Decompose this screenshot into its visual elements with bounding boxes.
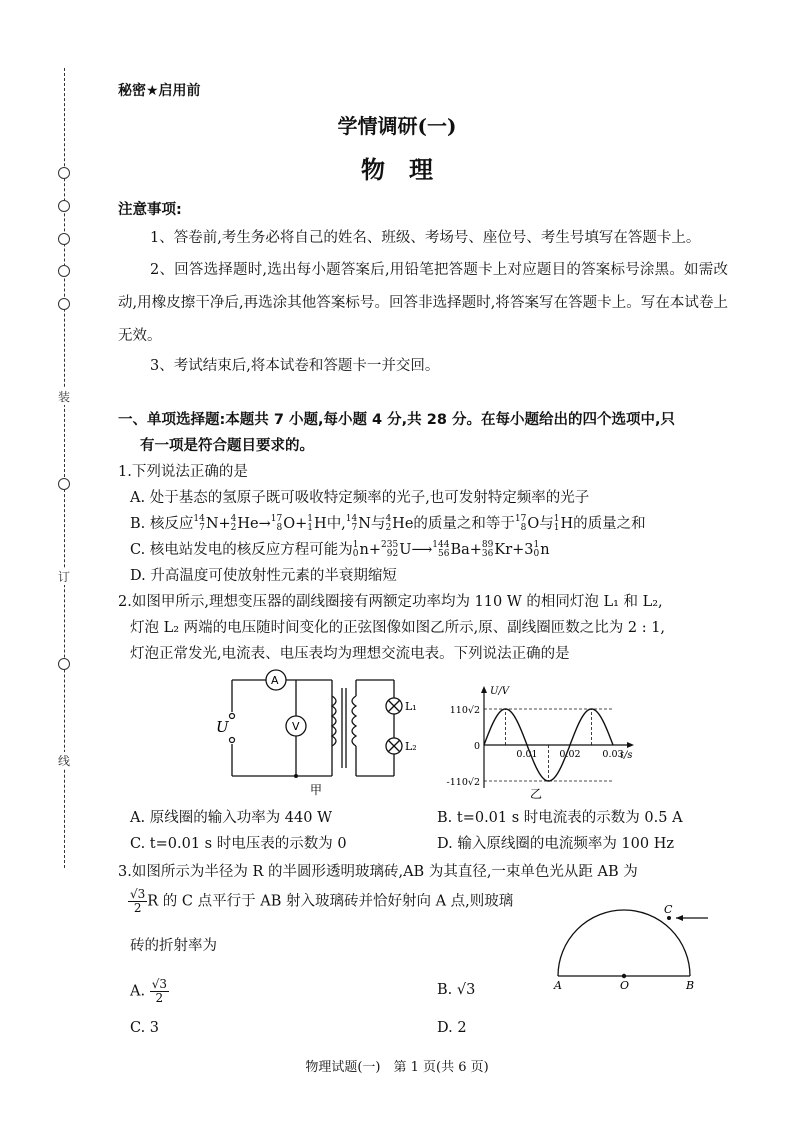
x-tick-label: 0.03 (602, 749, 624, 760)
voltage-sine-chart (440, 680, 650, 802)
point-b-label: B (686, 979, 695, 992)
nuclide-N14: 14 7 N (345, 514, 371, 533)
binding-hole (58, 200, 70, 212)
q2-stem-line2: 灯泡 L₂ 两端的电压随时间变化的正弦图像如图乙所示,原、副线圈匝数之比为 2 : 1, (130, 620, 666, 636)
notes-item-3: 3、考试结束后,将本试卷和答题卡一并交回。 (150, 358, 440, 374)
q2-stem-line3: 灯泡正常发光,电流表、电压表均为理想交流电表。下列说法正确的是 (130, 646, 570, 662)
q1-option-a: A. 处于基态的氢原子既可吸收特定频率的光子,也可发射特定频率的光子 (130, 490, 590, 506)
circuit-u-label: U (216, 718, 229, 736)
q1-option-d: D. 升高温度可使放射性元素的半衰期缩短 (130, 568, 397, 584)
binding-hole (58, 265, 70, 277)
q2-option-d: D. 输入原线圈的电流频率为 100 Hz (437, 836, 675, 852)
subject-title: 物 理 (361, 156, 433, 184)
nuclide-n: 1 0 n (533, 540, 550, 559)
q3-stem-line2: $\frac{√3}{2}$ R 的 C 点平行于 AB 射入玻璃砖并恰好射向 A 点,则玻璃 (130, 887, 514, 916)
binding-hole (58, 298, 70, 310)
lamp-l2-label: L₂ (405, 740, 417, 753)
section-title-cont: 有一项是符合题目要求的。 (140, 438, 314, 454)
nuclide-H1: 1 1 H (307, 514, 327, 533)
nuclide-Ba144: 144 56 Ba (432, 540, 470, 559)
ammeter-label: A (271, 674, 279, 687)
exam-title: 学情调研(一) (337, 114, 457, 138)
binding-hole (58, 658, 70, 670)
confidential-label: 秘密★启用前 (118, 83, 201, 99)
q3-option-b: B. √3 (437, 982, 476, 998)
point-a-label: A (554, 979, 562, 992)
q2-option-c: C. t=0.01 s 时电压表的示数为 0 (130, 836, 347, 852)
x-axis-arrow (627, 742, 634, 748)
y-tick-label: -110√2 (446, 777, 480, 788)
semicircle-diagram (550, 900, 710, 992)
x-tick-label: 0.02 (559, 749, 581, 760)
section-title: 一、单项选择题:本题共 7 小题,每小题 4 分,共 28 分。在每小题给出的四个选项中,只 (118, 412, 675, 428)
q3-option-c: C. 3 (130, 1020, 160, 1036)
y-axis-arrow (481, 686, 487, 693)
binding-label-xian: 线 (58, 754, 71, 768)
q3-option-a: A. $\frac{√3}{2}$ (130, 977, 167, 1006)
y-axis-label: U/V (490, 686, 510, 697)
q2-option-a: A. 原线圈的输入功率为 440 W (130, 810, 332, 826)
point-o-label: O (620, 979, 630, 992)
nuclide-H1: 1 1 H (553, 514, 574, 533)
binding-hole (58, 478, 70, 490)
y-tick-label: 110√2 (449, 705, 480, 716)
q2-option-b: B. t=0.01 s 时电流表的示数为 0.5 A (437, 810, 683, 826)
nuclide-N14: 14 7 N (193, 514, 219, 533)
notes-item-1: 1、答卷前,考生务必将自己的姓名、班级、考场号、座位号、考生号填写在答题卡上。 (150, 230, 701, 246)
q1-option-c: C. 核电站发电的核反应方程可能为 1 0 n+ 235 92 U⟶ 144 56 Ba+ 89 36 Kr+3 1 0 n (130, 540, 550, 559)
x-tick-label: 0.01 (516, 749, 538, 760)
binding-line (64, 68, 65, 868)
q3-fraction: $\frac{√3}{2}$ (130, 887, 146, 916)
nuclide-He4: 4 2 He (385, 514, 414, 533)
y-tick-label: 0 (473, 741, 480, 752)
notes-item-2: 2、回答选择题时,选出每小题答案后,用铅笔把答题卡上对应题目的答案标号涂黑。如需改动,用橡皮擦干净后,再选涂其他答案标号。回答非选择题时,将答案写在答题卡上。写在本试卷上无效。 (118, 262, 728, 344)
nuclide-He4: 4 2 He (230, 514, 259, 533)
q1-option-b: B. 核反应 14 7 N+ 4 2 He→ 17 8 O+ 1 1 H中, 14 7 N与 4 2 He的质量之和等于 17 8 O与 1 1 H的质量之和 (130, 514, 646, 533)
nuclide-O17: 17 8 O (270, 514, 296, 533)
nuclide-Kr89: 89 36 Kr (481, 540, 513, 559)
binding-label-ding: 订 (58, 570, 71, 584)
notes-heading: 注意事项: (118, 202, 182, 218)
q3-stem-line1: 3.如图所示为半径为 R 的半圆形透明玻璃砖,AB 为其直径,一束单色光从距 AB 为 (118, 864, 638, 880)
circuit-diagram (210, 668, 440, 798)
q3-option-d: D. 2 (437, 1020, 467, 1036)
binding-hole (58, 233, 70, 245)
x-axis-label: t/s (620, 750, 633, 761)
voltmeter-label: V (292, 720, 300, 733)
page-footer: 物理试题(一) 第 1 页(共 6 页) (305, 1060, 489, 1075)
figure-yi-label: 乙 (530, 787, 543, 801)
q2-stem-line1: 2.如图甲所示,理想变压器的副线圈接有两额定功率均为 110 W 的相同灯泡 L₁ 和 L₂, (118, 594, 663, 610)
binding-label-zhuang: 装 (58, 390, 71, 404)
nuclide-n: 1 0 n (352, 540, 369, 559)
q1-stem: 1.下列说法正确的是 (118, 464, 248, 480)
lamp-l1-label: L₁ (405, 700, 417, 713)
point-c-label: C (664, 903, 673, 916)
nuclide-U235: 235 92 U (381, 540, 412, 559)
q3-stem-line3: 砖的折射率为 (130, 938, 217, 954)
nuclide-O17: 17 8 O (514, 514, 540, 533)
figure-jia-label: 甲 (310, 783, 323, 797)
